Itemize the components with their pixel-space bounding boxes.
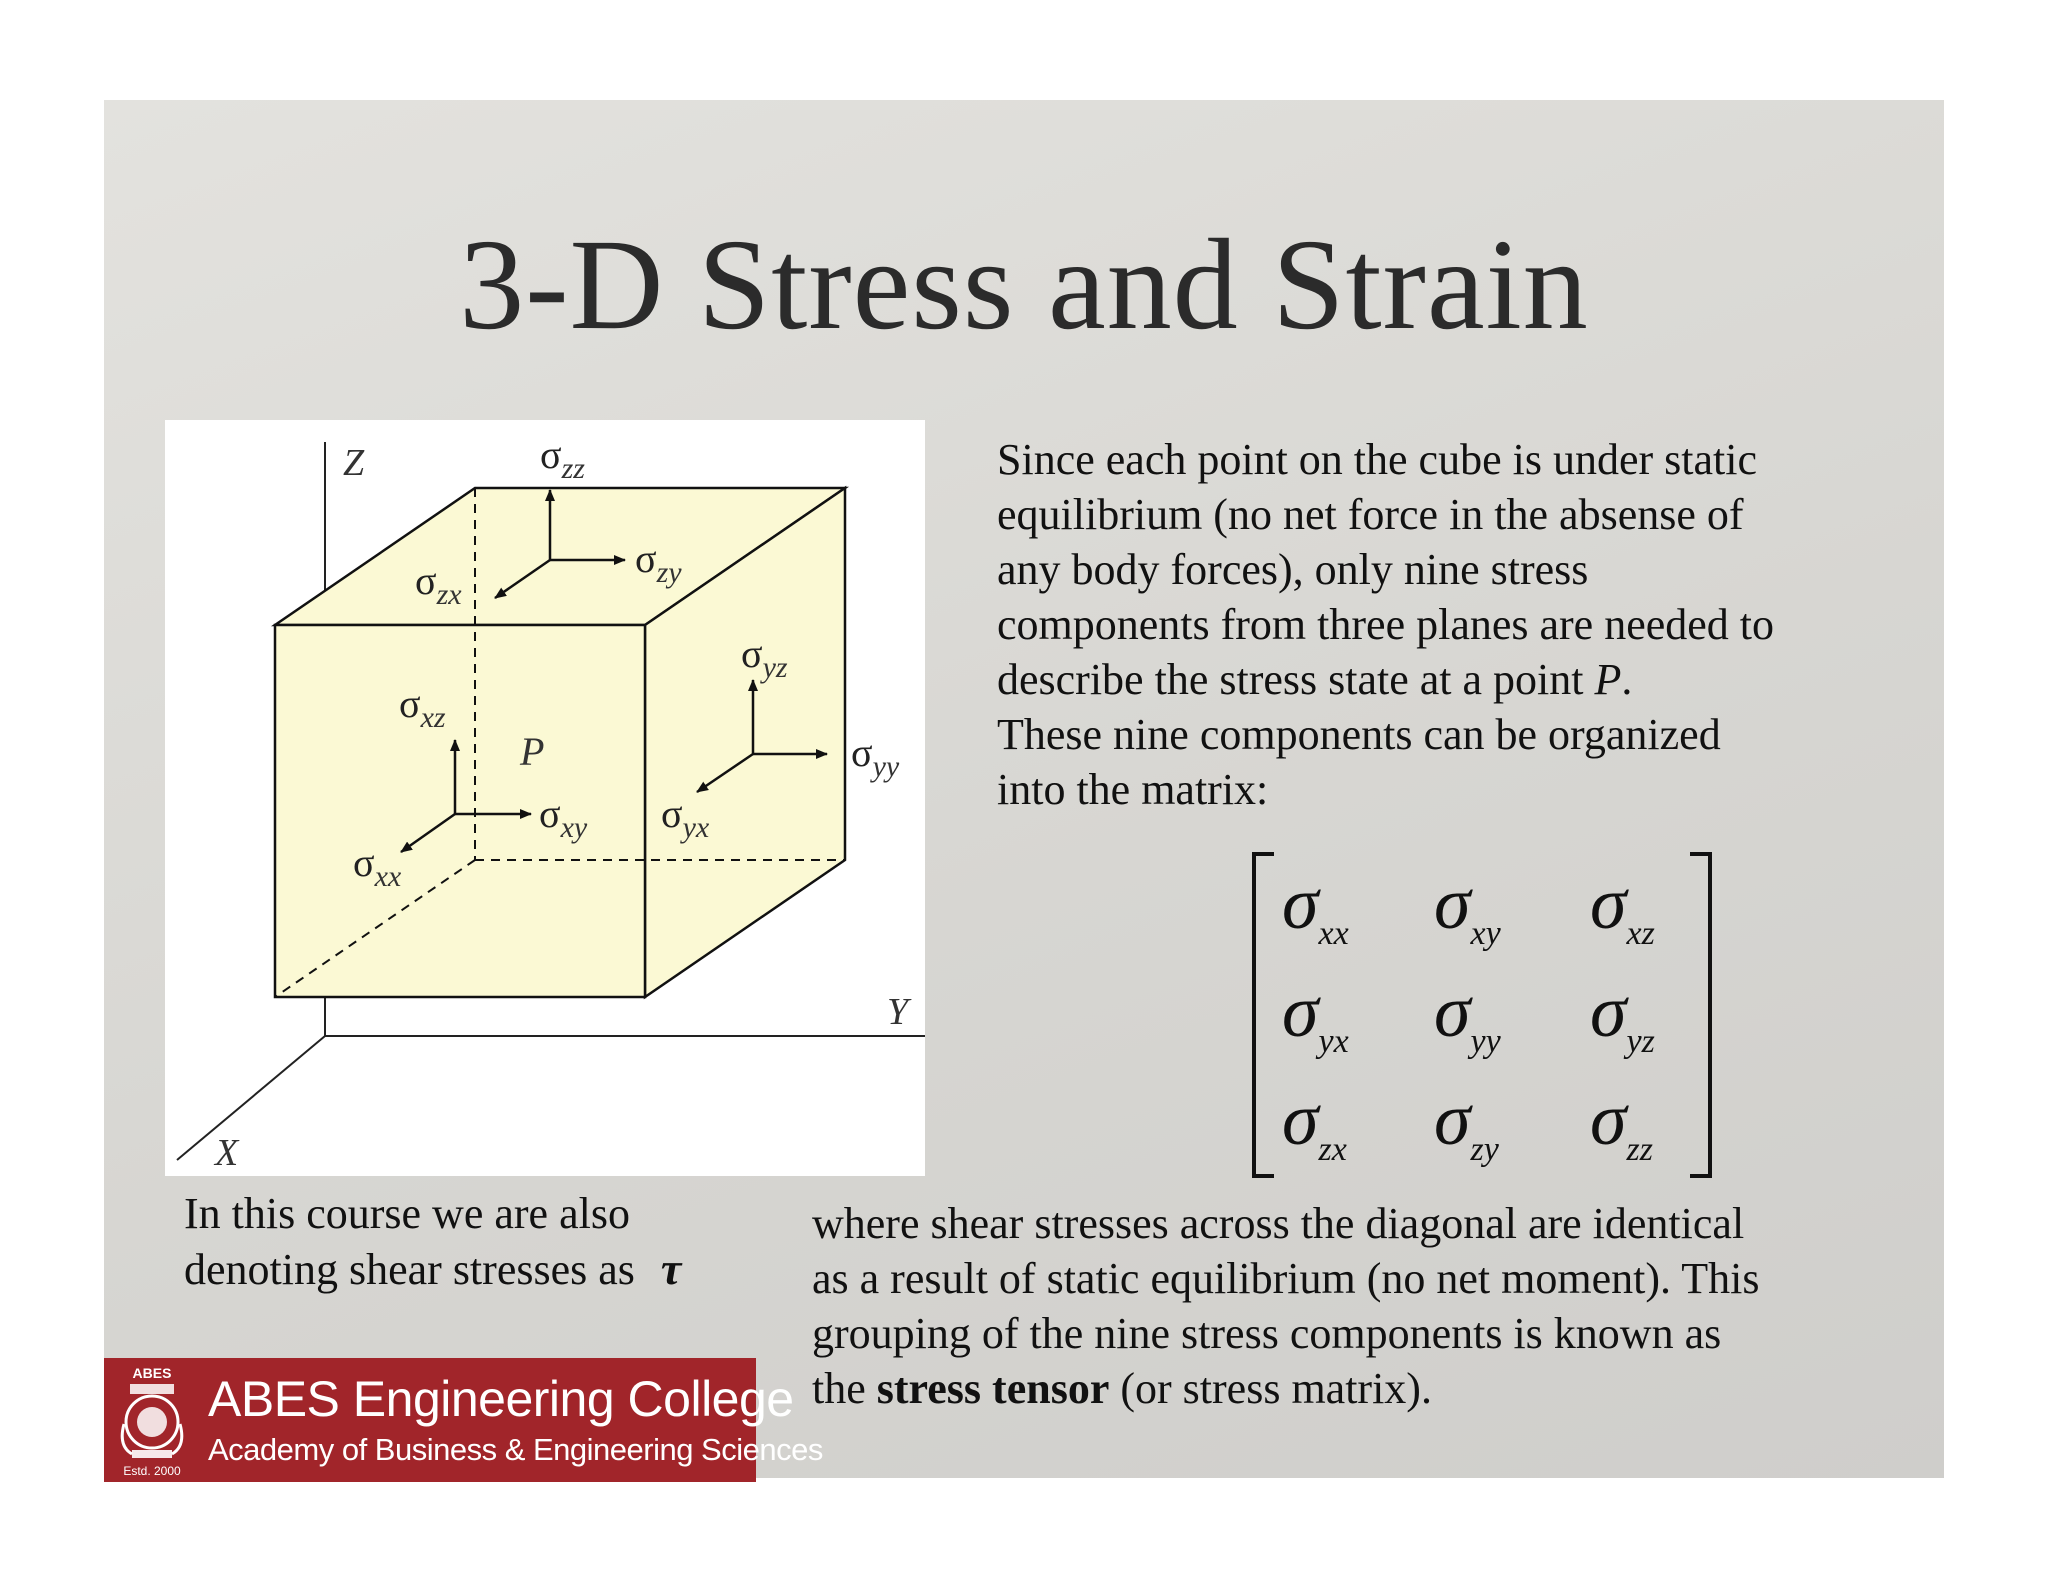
tau-symbol: τ [660,1243,682,1294]
slide-title: 3-D Stress and Strain [459,213,1589,357]
x-axis-label: X [215,1132,239,1174]
x-axis [177,1036,325,1160]
sigma-zx-label: $\sigma_{zx}$ [415,558,462,611]
cube-front-face [275,625,645,997]
z-axis-label: Z [343,442,365,484]
sigma-yz-label: $\sigma_{yz}$ [741,631,788,684]
college-subtitle: Academy of Business & Engineering Sciences [208,1432,823,1467]
matrix-cell-xx: σxx [1282,863,1349,952]
stress-tensor-term: stress tensor [876,1364,1110,1413]
college-name: ABES Engineering College [208,1371,794,1427]
matrix-cell-zz: σzz [1590,1079,1653,1168]
stress-tensor-paragraph: where shear stresses across the diagonal are identical as a result of static equilibrium (no net moment). This grouping of the nine stress components is known as the stress tensor (or stress matrix). [812,1199,1760,1413]
sigma-xx-label: $\sigma_{xx}$ [353,840,402,893]
y-axis-label: Y [887,991,909,1033]
sigma-zy-label: $\sigma_{zy}$ [635,536,682,589]
college-crest-icon [110,1362,194,1478]
college-logo-banner [104,1358,823,1482]
sigma-yy-label: $\sigma_{yy}$ [851,730,900,783]
equilibrium-paragraph: Since each point on the cube is under static equilibrium (no net force in the absense of any body forces), only nine stress components from three planes are needed to describe the stress state at a point P. These nine components can be organized into the matrix: [997,435,1775,814]
sigma-yx-label: $\sigma_{yx}$ [661,791,710,844]
matrix-right-bracket [1690,852,1712,1178]
matrix-cell-zy: σzy [1434,1079,1499,1168]
matrix-cell-yy: σyy [1434,971,1501,1060]
sigma-xy-label: $\sigma_{xy}$ [539,791,588,844]
stress-cube-figure [165,420,925,1176]
sigma-xz-label: $\sigma_{xz}$ [399,681,446,734]
matrix-left-bracket [1252,852,1274,1178]
point-label: P [520,729,545,774]
matrix-cell-yz: σyz [1590,971,1655,1060]
sigma-zz-label: $\sigma_{zz}$ [540,432,585,485]
svg-text:Estd. 2000: Estd. 2000 [123,1464,181,1478]
stress-matrix [1252,852,1712,1177]
matrix-cell-zx: σzx [1282,1079,1347,1168]
slide [104,100,1944,1478]
shear-notation-note: In this course we are also denoting shear stresses as τ [184,1189,682,1294]
matrix-cell-yx: σyx [1282,971,1349,1060]
svg-text:ABES: ABES [132,1365,172,1381]
matrix-cell-xy: σxy [1434,863,1501,952]
matrix-cell-xz: σxz [1590,863,1655,952]
